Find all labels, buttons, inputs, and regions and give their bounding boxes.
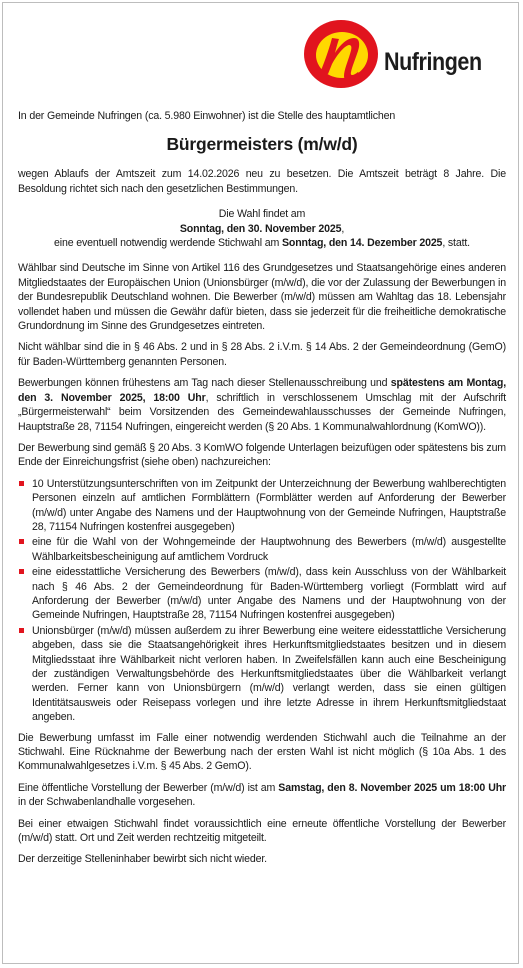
runoff-date: Sonntag, den 14. Dezember 2025 <box>281 237 443 250</box>
list-item: eine für die Wahl von der Wohngemeinde der Hauptwohnung des Bewerbers (m/w/d) ausgestellte Wählbarkeitsbescheinigung auf amtlichem Vordruck <box>18 535 506 564</box>
page-title: Bürgermeisters (m/w/d) <box>166 134 358 155</box>
requirements-list <box>18 477 506 725</box>
incumbent-paragraph: Der derzeitige Stelleninhaber bewirbt sich nicht wieder. <box>18 853 267 866</box>
application-paragraph: Bewerbungen können frühestens am Tag nach dieser Stellenausschreibung und spätestens am Montag, den 3. November 2025, 18:00 Uhr, schriftlich in verschlossenem Umschlag mit der Aufschrift „Bürgermeisterwahl“ beim Vorsitzenden des Gemeindewahlausschusses der Gemeinde Nufringen, Hauptstraße 28, 71154 Nufringen, eingereicht werden (§ 20 Abs. 1 Kommunalwahlordnung (KomWO)). <box>18 377 506 433</box>
runoff-note-paragraph: Die Bewerbung umfasst im Falle einer notwendig werdenden Stichwahl auch die Teilnahme an der Stichwahl. Eine Rücknahme der Bewerbung nach der ersten Wahl ist nicht möglich (§ 10a Abs. 1 des Kommunalwahlgesetzes i.V.m. § 45 Abs. 2 GemO). <box>18 731 506 773</box>
nufringen-logo <box>302 18 512 88</box>
job-posting <box>18 109 506 874</box>
documents-paragraph: Der Bewerbung sind gemäß § 20 Abs. 3 KomWO folgende Unterlagen beizufügen oder spätestens bis zum Ende der Einreichungsfrist (siehe oben) nachzureichen: <box>18 441 506 469</box>
runoff-line: eine eventuell notwendig werdende Stichwahl am Sonntag, den 14. Dezember 2025, statt. <box>54 237 470 250</box>
term-paragraph: wegen Ablaufs der Amtszeit zum 14.02.2026 neu zu besetzen. Die Amtszeit beträgt 8 Jahre. Die Besoldung richtet sich nach den gesetzlichen Bestimmungen. <box>18 168 506 195</box>
list-item: Unionsbürger (m/w/d) müssen außerdem zu ihrer Bewerbung eine weitere eidesstattliche Versicherung abgeben, dass sie die Staatsangehörigkeit ihres Herkunftsmitgliedstaates besitzen und in diesem Mitgliedsstaat ihre Wählbarkeit nicht verloren haben. In Zweifelsfällen kann auch eine Bescheinigung der zuständigen Verwaltungsbehörde des Herkunftsmitgliedstaates über die Wählbarkeit verlangt werden. Ferner kann von Unionsbürgern (m/w/d) verlangt werden, dass sie einen gültigen Identitätsausweis oder Reisepass vorlegen und ihre letzte Adresse in ihrem Herkunftsmitgliedstaat angeben. <box>18 624 506 725</box>
election-date-line: Sonntag, den 30. November 2025, <box>179 222 345 235</box>
application-deadline: spätestens am Montag, den 3. November 2025, 18:00 Uhr <box>18 377 506 404</box>
presentation-date: Samstag, den 8. November 2025 um 18:00 Uhr <box>278 781 506 794</box>
list-item: eine eidesstattliche Versicherung des Bewerbers (m/w/d), dass kein Ausschluss von der Wählbarkeit nach § 46 Abs. 2 der Gemeindeordnung für Baden-Württemberg vorliegt (Formblatt wird auf Anforderung der Bewerber (m/w/d) unter Angabe des Namens und der Hauptwohnung von der Gemeinde Nufringen, Hauptstraße 28, 71154 Nufringen kostenfrei ausgegeben) <box>18 565 506 623</box>
presentation-paragraph: Eine öffentliche Vorstellung der Bewerber (m/w/d) ist am Samstag, den 8. November 2025 um 18:00 Uhr in der Schwabenlandhalle vorgesehen. <box>18 781 506 809</box>
ineligibility-paragraph: Nicht wählbar sind die in § 46 Abs. 2 und in § 28 Abs. 2 i.V.m. § 14 Abs. 2 der Gemeindeordnung (GemO) für Baden-Württemberg genannten Personen. <box>18 341 506 368</box>
intro-text: In der Gemeinde Nufringen (ca. 5.980 Einwohner) ist die Stelle des hauptamtlichen <box>18 110 396 122</box>
election-date: Sonntag, den 30. November 2025 <box>179 222 342 235</box>
election-dates <box>18 207 506 250</box>
nufringen-n-emblem-icon <box>302 18 380 90</box>
logo-wordmark: Nufringen <box>384 48 482 76</box>
list-item: 10 Unterstützungsunterschriften von im Zeitpunkt der Unterzeichnung der Bewerbung wahlberechtigten Personen einzeln auf amtlichen Formblättern (Formblätter werden auf Anforderung der Bewerber (m/w/d) unter Angabe des Namens und der Hauptwohnung von der Gemeinde Nufringen, Hauptstraße 28, 71154 Nufringen kostenfrei ausgegeben) <box>18 477 506 535</box>
second-presentation-paragraph: Bei einer etwaigen Stichwahl findet voraussichtlich eine erneute öffentliche Vorstellung der Bewerber (m/w/d) statt. Ort und Zeit werden rechtzeitig mitgeteilt. <box>18 817 506 845</box>
eligibility-paragraph: Wählbar sind Deutsche im Sinne von Artikel 116 des Grundgesetzes und Staatsangehörige eines anderen Mitgliedstaates der Europäischen Union (Unionsbürger (m/w/d), die vor der Zulassung der Bewerbungen in der Bundesrepublik Deutschland wohnen. Die Bewerber (m/w/d) müssen am Wahltag das 18. Lebensjahr vollendet haben und müssen die Gewähr dafür bieten, dass sie jederzeit für die freiheitliche demokratische Grundordnung im Sinne des Grundgesetzes eintreten. <box>18 262 506 333</box>
election-intro: Die Wahl findet am <box>218 208 306 221</box>
